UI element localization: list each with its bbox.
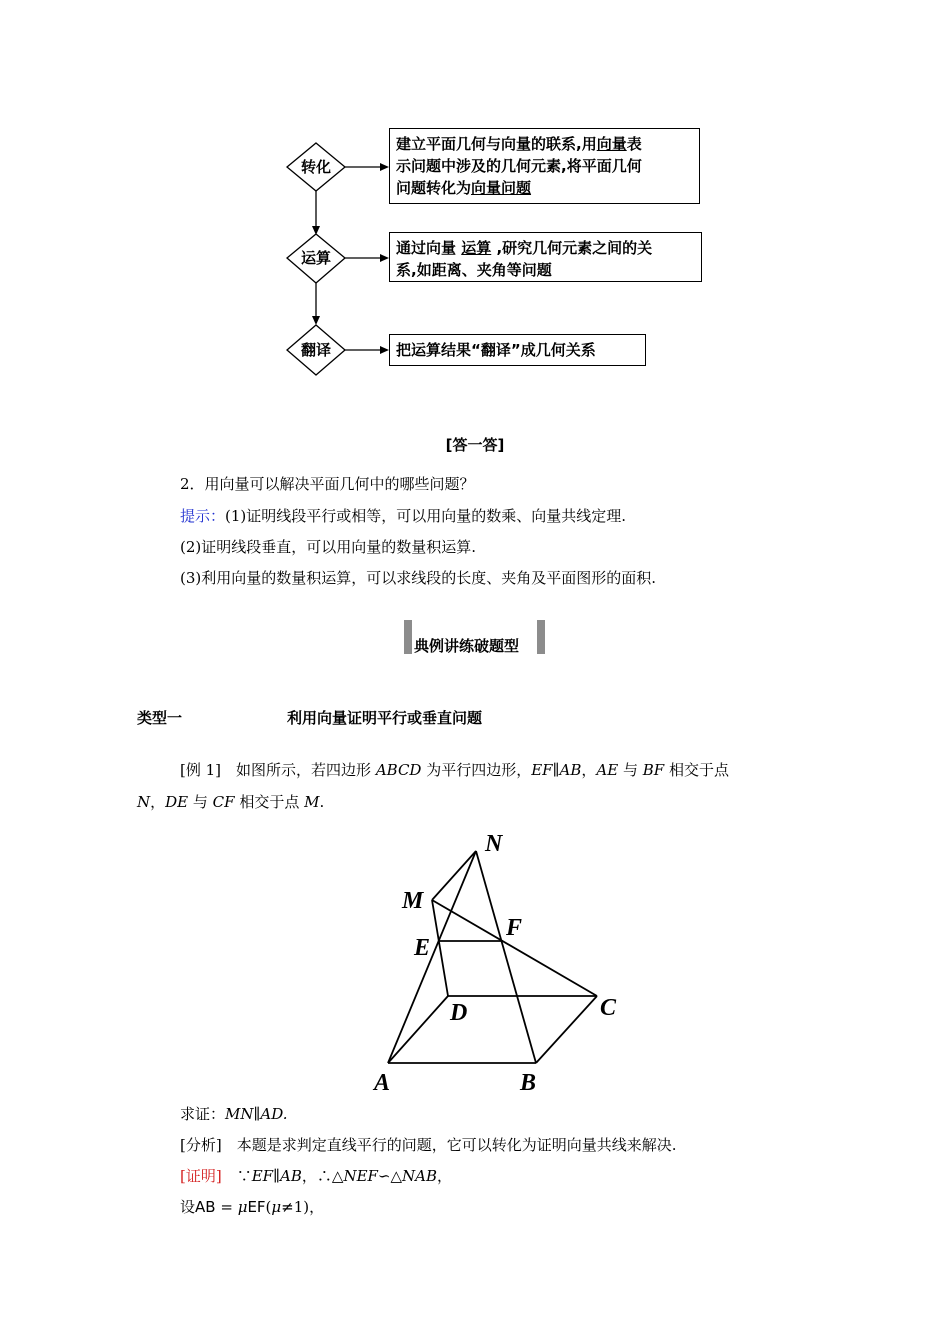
prove-line	[180, 1104, 288, 1124]
example-text: 相交于点	[664, 761, 729, 779]
flow-text: 示问题中涉及的几何元素,将平面几何	[396, 157, 642, 175]
flow-box-compute	[389, 232, 702, 282]
example-text: 为平行四边形，	[421, 761, 532, 779]
banner-title: 典例讲练破题型	[414, 637, 520, 655]
point-label-A: A	[374, 1070, 391, 1096]
prove-label: 求证：	[180, 1105, 226, 1123]
point-label-C: C	[600, 995, 617, 1021]
set-text: ≠1)，	[281, 1198, 325, 1216]
flow-arrowhead	[380, 254, 389, 262]
flow-text-underlined: 向量问题	[471, 179, 532, 197]
example-text: 相交于点	[234, 793, 305, 811]
flow-text: 把运算结果“翻译”成几何关系	[396, 341, 596, 359]
example-text: 如图所示，若四边形	[221, 761, 376, 779]
qa-heading: [答一答]	[445, 436, 505, 454]
proof-math: NEF	[343, 1167, 378, 1185]
point-label-E: E	[414, 935, 431, 961]
segment-BN	[476, 851, 536, 1063]
flow-text: 问题转化为	[396, 179, 472, 197]
proof-label: [证明]	[180, 1167, 222, 1185]
proof-line	[180, 1166, 452, 1186]
segment-BC	[536, 996, 597, 1063]
example-text: ，	[581, 761, 597, 779]
segment-MN	[432, 851, 476, 900]
example-tag: [例 1]	[180, 761, 222, 779]
example-math: EF∥AB	[531, 761, 582, 779]
qa-hint-line-2: (2)证明线段垂直，可以用向量的数量积运算.	[180, 538, 477, 556]
example-math: BF	[642, 761, 665, 779]
set-text: 设	[180, 1198, 196, 1216]
qa-hint-line-3: (3)利用向量的数量积运算，可以求线段的长度、夹角及平面图形的面积.	[180, 569, 657, 587]
hint-text: (1)证明线段平行或相等，可以用向量的数乘、向量共线定理.	[225, 507, 627, 525]
diamond-label-convert: 转化	[300, 158, 332, 176]
set-line	[180, 1197, 324, 1217]
analysis-line	[180, 1135, 677, 1155]
example-math: CF	[212, 793, 235, 811]
segment-AD	[388, 996, 448, 1063]
point-label-N: N	[485, 831, 503, 857]
example-line-1	[180, 760, 729, 780]
flow-text: 表	[626, 135, 642, 153]
banner-left-bar	[404, 620, 412, 654]
flow-text: 通过向量	[396, 239, 462, 257]
flow-text-underlined: 运算	[461, 239, 492, 257]
proof-text: ∵	[221, 1167, 252, 1185]
set-text: =	[215, 1198, 238, 1216]
qa-hint-line-1	[180, 506, 626, 526]
flow-text-underlined: 向量	[596, 135, 627, 153]
vector-AB: AB	[195, 1198, 216, 1216]
analysis-text: 本题是求判定直线平行的问题，它可以转化为证明向量共线来解决.	[221, 1136, 677, 1154]
set-math: μ	[237, 1198, 248, 1216]
example-text: 与	[618, 761, 643, 779]
point-label-D: D	[450, 1000, 468, 1026]
proof-text: ∽△	[377, 1167, 403, 1185]
flow-arrowhead	[380, 346, 389, 354]
vector-EF: EF	[247, 1198, 266, 1216]
banner-right-bar	[537, 620, 545, 654]
flow-text: 建立平面几何与向量的联系,用	[396, 135, 597, 153]
diamond-label-translate: 翻译	[300, 341, 332, 359]
example-math: M	[304, 793, 320, 811]
point-label-F: F	[506, 915, 523, 941]
segment-AN	[388, 851, 476, 1063]
prove-statement: MN∥AD.	[225, 1105, 288, 1123]
flow-text: 系,如距离、夹角等问题	[396, 261, 552, 279]
flow-box-translate	[389, 334, 646, 366]
example-text: ，	[150, 793, 166, 811]
analysis-label: [分析]	[180, 1136, 222, 1154]
flow-arrowhead	[312, 316, 320, 325]
segment-DM	[432, 900, 448, 996]
proof-text: ，	[437, 1167, 453, 1185]
example-math: AE	[596, 761, 619, 779]
set-text: (	[265, 1198, 272, 1216]
example-text: .	[319, 793, 325, 811]
flow-box-convert	[389, 128, 700, 204]
geometry-figure	[0, 820, 950, 1100]
hint-label: 提示：	[180, 507, 226, 525]
point-label-B: B	[520, 1070, 537, 1096]
example-math: ABCD	[375, 761, 422, 779]
set-math: μ	[271, 1198, 282, 1216]
diamond-label-compute: 运算	[300, 249, 332, 267]
qa-question: 2．用向量可以解决平面几何中的哪些问题？	[180, 475, 475, 493]
example-line-2	[137, 792, 324, 812]
example-math: N	[137, 793, 151, 811]
proof-math: NAB	[402, 1167, 438, 1185]
type-label: 类型一	[137, 709, 183, 727]
flow-text: ,研究几何元素之间的关	[491, 239, 653, 257]
type-title: 利用向量证明平行或垂直问题	[287, 709, 483, 727]
point-label-M: M	[402, 888, 424, 914]
flow-arrowhead	[380, 163, 389, 171]
proof-text: ，∴△	[301, 1167, 344, 1185]
proof-math: EF∥AB	[251, 1167, 302, 1185]
example-text: 与	[188, 793, 213, 811]
example-math: DE	[165, 793, 189, 811]
